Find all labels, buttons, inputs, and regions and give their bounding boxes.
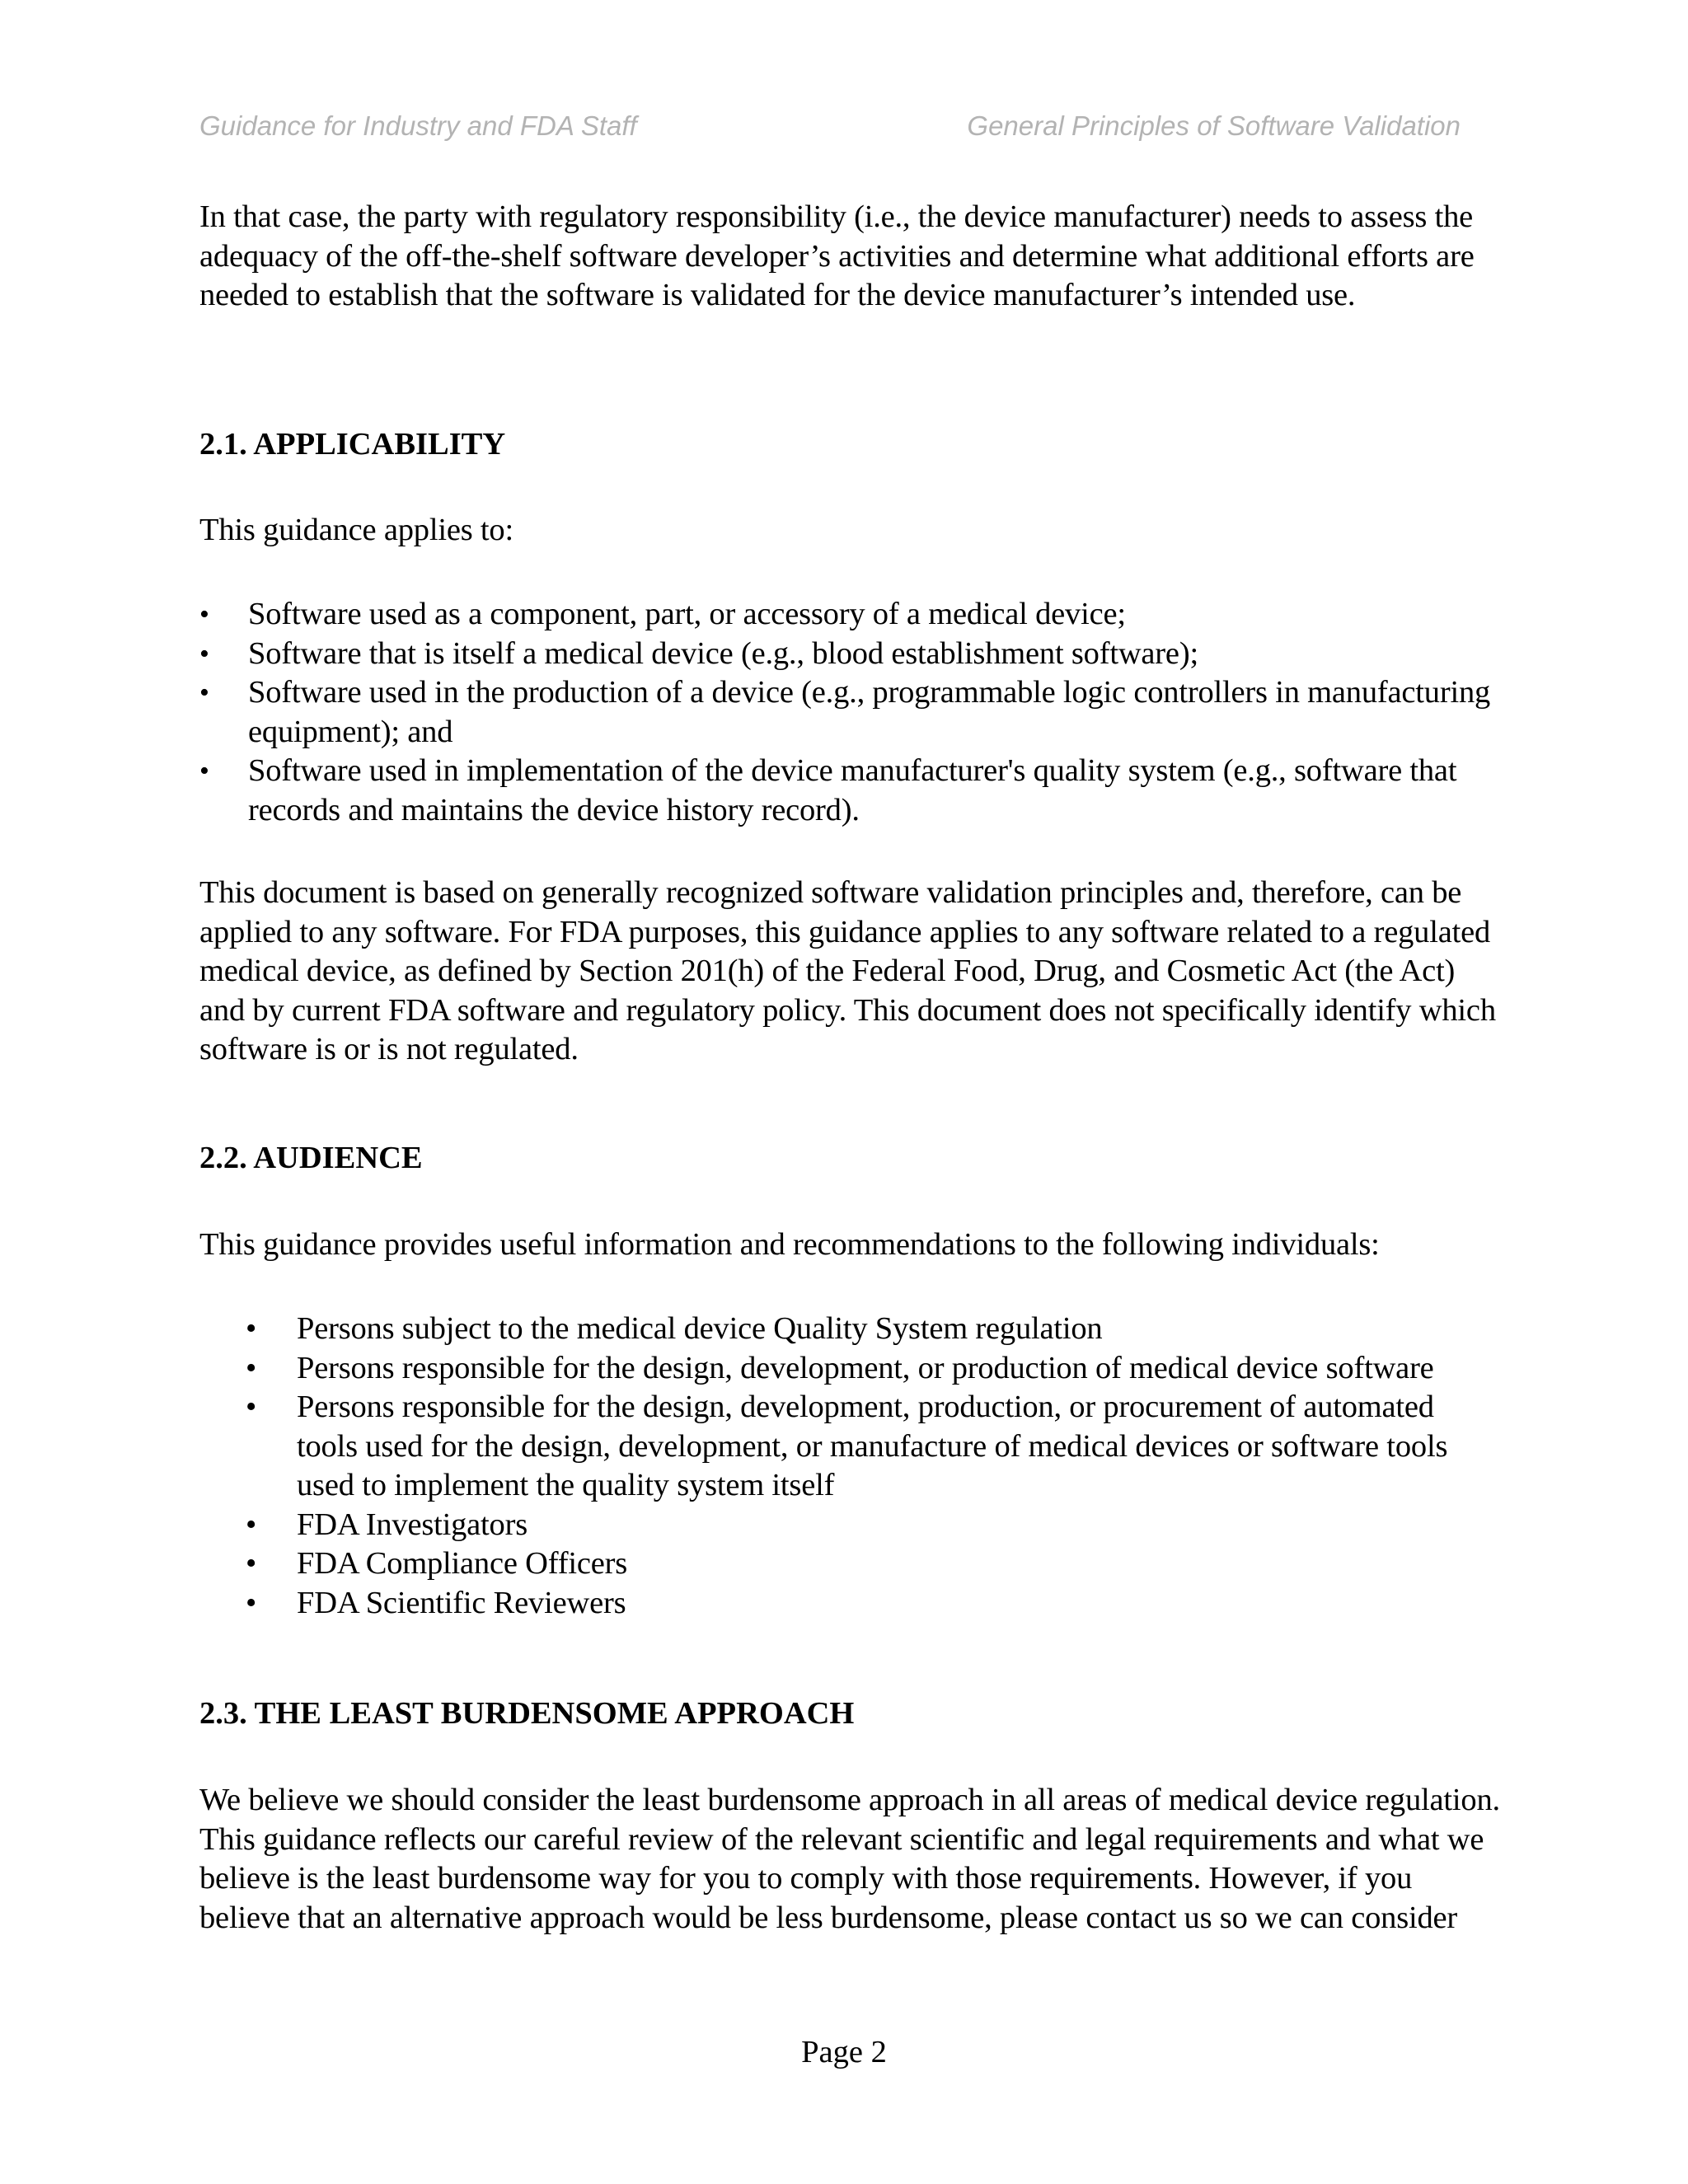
audience-list bbox=[246, 1310, 1482, 1623]
bullet-icon: • bbox=[246, 1311, 257, 1346]
list-item-text: Persons responsible for the design, development, production, or procurement of automated tools used for the design, development, or manufacture of medical devices or software tools used to implement the quality system itself bbox=[297, 1390, 1448, 1502]
bullet-icon: • bbox=[246, 1350, 257, 1385]
section-heading-audience: 2.2. AUDIENCE bbox=[199, 1141, 423, 1175]
section-heading-least-burdensome: 2.3. THE LEAST BURDENSOME APPROACH bbox=[199, 1696, 855, 1731]
list-item-text: Persons responsible for the design, development, or production of medical device software bbox=[297, 1350, 1434, 1385]
bullet-icon: • bbox=[199, 599, 209, 630]
audience-lead: This guidance provides useful information and recommendations to the following individuals: bbox=[199, 1227, 1380, 1262]
intro-paragraph: In that case, the party with regulatory responsibility (i.e., the device manufacturer) needs to assess the adequacy of the off-the-shelf software developer’s activities and determine what additional efforts are needed to establish that the software is validated for the device manufacturer’s intended use. bbox=[199, 199, 1475, 312]
applicability-closing-paragraph: This document is based on generally recognized software validation principles and, therefore, can be applied to any software. For FDA purposes, this guidance applies to any software related to a regulated medical device, as defined by Section 201(h) of the Federal Food, Drug, and Cosmetic Act (the Act) and by current FDA software and regulatory policy. This document does not specifically identify which software is or is not regulated. bbox=[199, 875, 1496, 1066]
list-item bbox=[246, 1310, 1482, 1349]
list-item bbox=[199, 673, 1510, 752]
list-item-text: FDA Compliance Officers bbox=[297, 1546, 628, 1581]
header-left-title: Guidance for Industry and FDA Staff bbox=[199, 110, 637, 141]
applicability-lead: This guidance applies to: bbox=[199, 513, 513, 547]
list-item-text: FDA Investigators bbox=[297, 1507, 528, 1542]
list-item bbox=[246, 1584, 1482, 1624]
bullet-icon: • bbox=[246, 1585, 257, 1620]
list-item bbox=[246, 1506, 1482, 1545]
page-number: Page 2 bbox=[801, 2035, 887, 2069]
list-item-text: FDA Scientific Reviewers bbox=[297, 1585, 626, 1620]
list-item bbox=[246, 1544, 1482, 1584]
bullet-icon: • bbox=[199, 638, 209, 669]
header-right-title: General Principles of Software Validation bbox=[967, 110, 1461, 141]
list-item-text: Software used in implementation of the device manufacturer's quality system (e.g., software that records and maintains the device history record). bbox=[248, 753, 1457, 827]
applicability-list bbox=[199, 595, 1510, 830]
list-item-text: Software used in the production of a device (e.g., programmable logic controllers in manufacturing equipment); and bbox=[248, 675, 1491, 749]
list-item-text: Software that is itself a medical device (e.g., blood establishment software); bbox=[248, 635, 1198, 671]
list-item bbox=[199, 752, 1510, 830]
bullet-icon: • bbox=[246, 1390, 257, 1424]
bullet-icon: • bbox=[246, 1546, 257, 1581]
bullet-icon: • bbox=[199, 756, 209, 786]
list-item bbox=[199, 635, 1510, 674]
list-item bbox=[246, 1388, 1482, 1506]
section-heading-applicability: 2.1. APPLICABILITY bbox=[199, 427, 506, 462]
list-item bbox=[199, 595, 1510, 635]
least-burdensome-paragraph: We believe we should consider the least burdensome approach in all areas of medical device regulation. This guidance reflects our careful review of the relevant scientific and legal requirements and what we believe is the least burdensome way for you to comply with those requirements. However, if you believe that an alternative approach would be less burdensome, please contact us so we can consider bbox=[199, 1783, 1500, 1935]
list-item-text: Software used as a component, part, or accessory of a medical device; bbox=[248, 597, 1126, 631]
list-item-text: Persons subject to the medical device Quality System regulation bbox=[297, 1311, 1103, 1346]
bullet-icon: • bbox=[246, 1507, 257, 1542]
list-item bbox=[246, 1349, 1482, 1389]
bullet-icon: • bbox=[199, 677, 209, 708]
